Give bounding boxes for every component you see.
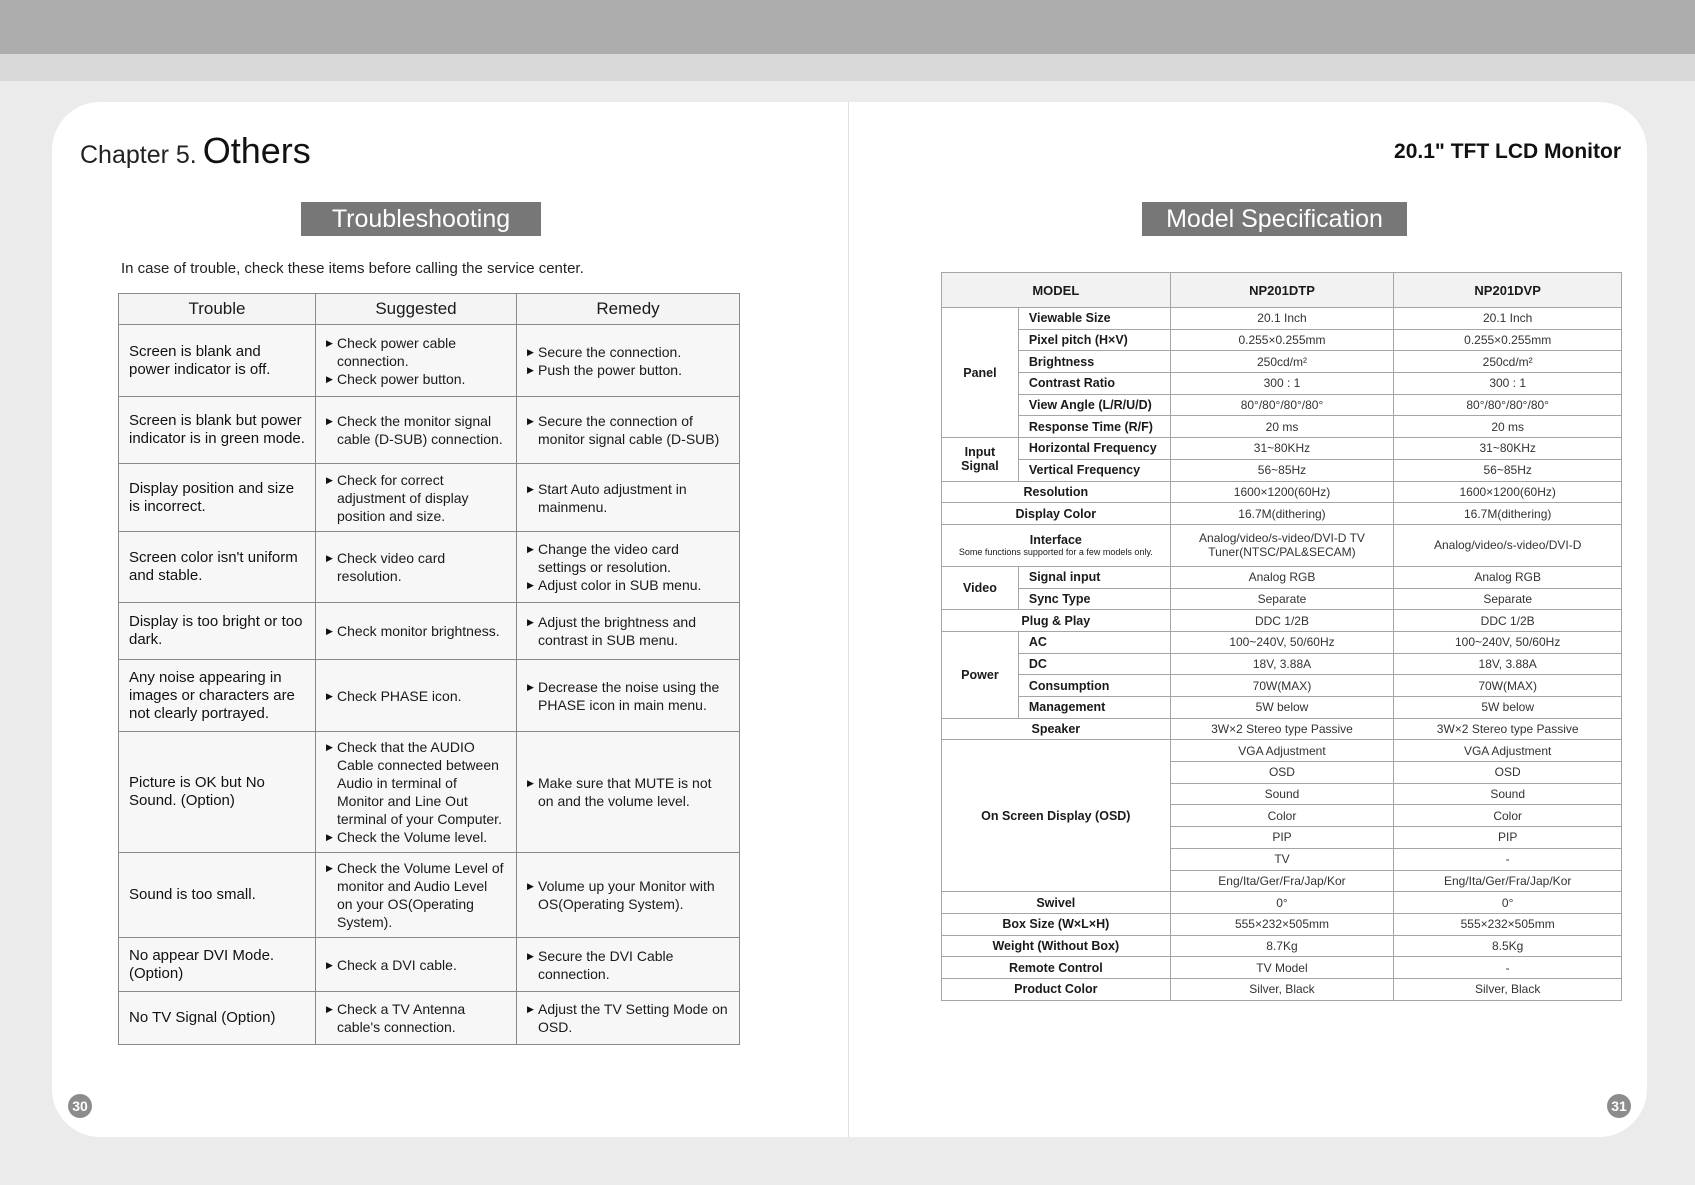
spec-value: 0° <box>1170 892 1394 914</box>
spec-value: 56~85Hz <box>1394 459 1622 481</box>
header-suggested: Suggested <box>316 294 517 325</box>
suggested-item: ▶ Check the Volume level. <box>326 828 506 846</box>
remedy-item: ▶ Adjust the brightness and contrast in SUB menu. <box>527 613 729 649</box>
spec-label: Box Size (W×L×H) <box>942 913 1171 935</box>
suggested-item: ▶ Check the Volume Level of monitor and Audio Level on your OS(Operating System). <box>326 859 506 931</box>
remedy-item: ▶ Start Auto adjustment in mainmenu. <box>527 480 729 516</box>
spec-value: 3W×2 Stereo type Passive <box>1170 718 1394 740</box>
spec-value: 8.7Kg <box>1170 935 1394 957</box>
suggested-item: ▶ Check a TV Antenna cable's connection. <box>326 1000 506 1036</box>
table-row <box>119 397 740 464</box>
remedy-cell <box>517 853 740 938</box>
spec-value: Analog RGB <box>1170 566 1394 588</box>
spec-value: 80°/80°/80°/80° <box>1170 394 1394 416</box>
spec-label: Signal input <box>1018 566 1170 588</box>
suggested-cell <box>316 992 517 1045</box>
spec-row <box>942 416 1622 438</box>
spec-value: 8.5Kg <box>1394 935 1622 957</box>
spec-value: Sound <box>1394 783 1622 805</box>
spec-label: View Angle (L/R/U/D) <box>1018 394 1170 416</box>
page-spine <box>848 102 849 1137</box>
chapter-title: Others <box>202 130 311 171</box>
suggested-item: ▶ Check power button. <box>326 370 506 388</box>
spec-value: OSD <box>1170 762 1394 784</box>
spec-value: 20 ms <box>1170 416 1394 438</box>
suggested-cell <box>316 732 517 853</box>
spec-value: 18V, 3.88A <box>1394 653 1622 675</box>
spec-value: 250cd/m² <box>1170 351 1394 373</box>
spec-value: 56~85Hz <box>1170 459 1394 481</box>
spec-value: 70W(MAX) <box>1394 675 1622 697</box>
suggested-item: ▶ Check that the AUDIO Cable connected between Audio in terminal of Monitor and Line Out terminal of your Computer. <box>326 738 506 828</box>
trouble-cell: Screen color isn't uniform and stable. <box>119 532 316 603</box>
spec-label: Remote Control <box>942 957 1171 979</box>
spec-value: Analog/video/s-video/DVI-D TV Tuner(NTSC/PAL&SECAM) <box>1170 524 1394 566</box>
spec-row <box>942 631 1622 653</box>
trouble-cell: Picture is OK but No Sound. (Option) <box>119 732 316 853</box>
spec-value: 1600×1200(60Hz) <box>1394 481 1622 503</box>
top-band-light <box>0 54 1695 81</box>
spec-value: 31~80KHz <box>1394 438 1622 460</box>
remedy-cell <box>517 464 740 532</box>
spec-value: 100~240V, 50/60Hz <box>1170 631 1394 653</box>
spec-value: 5W below <box>1170 697 1394 719</box>
remedy-item: ▶ Push the power button. <box>527 361 729 379</box>
table-row <box>119 325 740 397</box>
table-row <box>119 732 740 853</box>
spec-row <box>942 718 1622 740</box>
spec-row <box>942 588 1622 610</box>
spec-row <box>942 935 1622 957</box>
table-header-row <box>119 294 740 325</box>
table-row <box>119 853 740 938</box>
remedy-cell <box>517 732 740 853</box>
spec-value: 300 : 1 <box>1170 373 1394 395</box>
suggested-cell <box>316 464 517 532</box>
spec-label: Consumption <box>1018 675 1170 697</box>
spec-label: Horizontal Frequency <box>1018 438 1170 460</box>
spec-value: TV Model <box>1170 957 1394 979</box>
spec-value: 20.1 Inch <box>1170 308 1394 330</box>
remedy-item: ▶ Secure the DVI Cable connection. <box>527 947 729 983</box>
spec-row <box>942 653 1622 675</box>
troubleshooting-table <box>118 293 740 1045</box>
table-row <box>119 603 740 660</box>
spec-value: 100~240V, 50/60Hz <box>1394 631 1622 653</box>
remedy-item: ▶ Adjust the TV Setting Mode on OSD. <box>527 1000 729 1036</box>
spec-value: 0.255×0.255mm <box>1170 329 1394 351</box>
spec-value: Sound <box>1170 783 1394 805</box>
spec-row <box>942 394 1622 416</box>
spec-title: Model Specification <box>1142 202 1407 236</box>
spec-value: 0° <box>1394 892 1622 914</box>
table-row <box>119 992 740 1045</box>
suggested-cell <box>316 325 517 397</box>
spec-value: 80°/80°/80°/80° <box>1394 394 1622 416</box>
suggested-item: ▶ Check power cable connection. <box>326 334 506 370</box>
spec-label: Resolution <box>942 481 1171 503</box>
suggested-item: ▶ Check monitor brightness. <box>326 622 506 640</box>
spec-row <box>942 978 1622 1000</box>
spec-value: VGA Adjustment <box>1170 740 1394 762</box>
spec-value: PIP <box>1394 827 1622 849</box>
spec-label: Vertical Frequency <box>1018 459 1170 481</box>
suggested-cell <box>316 397 517 464</box>
chapter-prefix: Chapter 5. <box>80 141 197 169</box>
spec-value: DDC 1/2B <box>1170 610 1394 632</box>
spec-label: Contrast Ratio <box>1018 373 1170 395</box>
top-band <box>0 0 1695 54</box>
spec-row <box>942 524 1622 566</box>
page-number-right: 31 <box>1607 1094 1631 1118</box>
suggested-item: ▶ Check the monitor signal cable (D-SUB) connection. <box>326 412 506 448</box>
remedy-cell <box>517 938 740 992</box>
spec-value: 250cd/m² <box>1394 351 1622 373</box>
spec-label: Plug & Play <box>942 610 1171 632</box>
spec-value: Analog RGB <box>1394 566 1622 588</box>
spec-category-osd: On Screen Display (OSD) <box>942 740 1171 892</box>
remedy-cell <box>517 325 740 397</box>
trouble-cell: Display position and size is incorrect. <box>119 464 316 532</box>
spec-row <box>942 697 1622 719</box>
trouble-cell: Display is too bright or too dark. <box>119 603 316 660</box>
suggested-item: ▶ Check for correct adjustment of display position and size. <box>326 471 506 525</box>
spec-row <box>942 351 1622 373</box>
spec-row <box>942 957 1622 979</box>
spec-label: Swivel <box>942 892 1171 914</box>
spec-value: 0.255×0.255mm <box>1394 329 1622 351</box>
spec-header-model: MODEL <box>942 273 1171 308</box>
spec-value: - <box>1394 848 1622 870</box>
spec-value: Eng/Ita/Ger/Fra/Jap/Kor <box>1394 870 1622 892</box>
spec-value: 5W below <box>1394 697 1622 719</box>
spec-value: 20 ms <box>1394 416 1622 438</box>
spec-label: Viewable Size <box>1018 308 1170 330</box>
spec-value: Separate <box>1394 588 1622 610</box>
remedy-cell <box>517 992 740 1045</box>
spec-value: 20.1 Inch <box>1394 308 1622 330</box>
spec-header-model-1: NP201DTP <box>1170 273 1394 308</box>
troubleshooting-intro: In case of trouble, check these items before calling the service center. <box>121 260 584 277</box>
spec-row <box>942 913 1622 935</box>
table-row <box>119 660 740 732</box>
spec-value: Color <box>1170 805 1394 827</box>
spec-label: AC <box>1018 631 1170 653</box>
spec-label: Management <box>1018 697 1170 719</box>
table-row <box>119 464 740 532</box>
spec-value: 300 : 1 <box>1394 373 1622 395</box>
spec-value: Separate <box>1170 588 1394 610</box>
remedy-item: ▶ Change the video card settings or resolution. <box>527 540 729 576</box>
spec-header-model-2: NP201DVP <box>1394 273 1622 308</box>
trouble-cell: No appear DVI Mode. (Option) <box>119 938 316 992</box>
remedy-item: ▶ Make sure that MUTE is not on and the volume level. <box>527 774 729 810</box>
spec-row <box>942 438 1622 460</box>
spec-category-video: Video <box>942 566 1019 609</box>
remedy-cell <box>517 532 740 603</box>
spec-category-power: Power <box>942 631 1019 718</box>
spec-value: DDC 1/2B <box>1394 610 1622 632</box>
spec-label: Interface <box>1029 533 1082 548</box>
spec-value: VGA Adjustment <box>1394 740 1622 762</box>
spec-label: Product Color <box>942 978 1171 1000</box>
spec-row <box>942 503 1622 525</box>
remedy-item: ▶ Adjust color in SUB menu. <box>527 576 729 594</box>
remedy-cell <box>517 660 740 732</box>
spec-label: Pixel pitch (H×V) <box>1018 329 1170 351</box>
trouble-cell: No TV Signal (Option) <box>119 992 316 1045</box>
suggested-item: ▶ Check a DVI cable. <box>326 956 506 974</box>
spec-value: 16.7M(dithering) <box>1394 503 1622 525</box>
spec-label: Speaker <box>942 718 1171 740</box>
spec-value: TV <box>1170 848 1394 870</box>
trouble-cell: Any noise appearing in images or characters are not clearly portrayed. <box>119 660 316 732</box>
spec-value: 16.7M(dithering) <box>1170 503 1394 525</box>
suggested-cell <box>316 603 517 660</box>
header-trouble: Trouble <box>119 294 316 325</box>
spec-row <box>942 308 1622 330</box>
spec-row <box>942 675 1622 697</box>
remedy-cell <box>517 603 740 660</box>
spec-category-input: Input Signal <box>942 438 1019 481</box>
spec-row <box>942 481 1622 503</box>
suggested-cell <box>316 938 517 992</box>
spec-row <box>942 373 1622 395</box>
remedy-item: ▶ Volume up your Monitor with OS(Operating System). <box>527 877 729 913</box>
trouble-cell: Screen is blank and power indicator is off. <box>119 325 316 397</box>
interface-note: Some functions supported for a few models only. <box>958 547 1153 558</box>
suggested-cell <box>316 532 517 603</box>
spec-label: Sync Type <box>1018 588 1170 610</box>
suggested-cell <box>316 660 517 732</box>
spec-label: Weight (Without Box) <box>942 935 1171 957</box>
spec-label: Display Color <box>942 503 1171 525</box>
model-name: 20.1" TFT LCD Monitor <box>1394 140 1621 163</box>
spec-row <box>942 329 1622 351</box>
spec-value: 1600×1200(60Hz) <box>1170 481 1394 503</box>
spec-value: Color <box>1394 805 1622 827</box>
spec-value: Silver, Black <box>1394 978 1622 1000</box>
page-number-left: 30 <box>68 1094 92 1118</box>
trouble-cell: Sound is too small. <box>119 853 316 938</box>
spec-value: Silver, Black <box>1170 978 1394 1000</box>
spec-row <box>942 566 1622 588</box>
troubleshooting-title: Troubleshooting <box>301 202 541 236</box>
spec-value: 18V, 3.88A <box>1170 653 1394 675</box>
remedy-item: ▶ Secure the connection of monitor signal cable (D-SUB) <box>527 412 729 448</box>
remedy-item: ▶ Secure the connection. <box>527 343 729 361</box>
suggested-cell <box>316 853 517 938</box>
remedy-item: ▶ Decrease the noise using the PHASE icon in main menu. <box>527 678 729 714</box>
spec-label: Response Time (R/F) <box>1018 416 1170 438</box>
spec-category-panel: Panel <box>942 308 1019 438</box>
spec-table <box>941 272 1622 1001</box>
spec-label-interface <box>942 524 1171 566</box>
spec-value: Eng/Ita/Ger/Fra/Jap/Kor <box>1170 870 1394 892</box>
spec-value: Analog/video/s-video/DVI-D <box>1394 524 1622 566</box>
spec-value: 555×232×505mm <box>1394 913 1622 935</box>
spec-row <box>942 610 1622 632</box>
spec-label: Brightness <box>1018 351 1170 373</box>
chapter-heading <box>80 130 311 172</box>
trouble-cell: Screen is blank but power indicator is in green mode. <box>119 397 316 464</box>
spec-value: 70W(MAX) <box>1170 675 1394 697</box>
remedy-cell <box>517 397 740 464</box>
spec-value: 555×232×505mm <box>1170 913 1394 935</box>
spec-value: 3W×2 Stereo type Passive <box>1394 718 1622 740</box>
suggested-item: ▶ Check PHASE icon. <box>326 687 506 705</box>
spec-row <box>942 459 1622 481</box>
header-remedy: Remedy <box>517 294 740 325</box>
table-row <box>119 532 740 603</box>
spec-value: 31~80KHz <box>1170 438 1394 460</box>
spec-value: PIP <box>1170 827 1394 849</box>
spec-header-row <box>942 273 1622 308</box>
spec-label: DC <box>1018 653 1170 675</box>
spec-value: OSD <box>1394 762 1622 784</box>
spec-row <box>942 892 1622 914</box>
spec-row <box>942 740 1622 762</box>
table-row <box>119 938 740 992</box>
spec-value: - <box>1394 957 1622 979</box>
suggested-item: ▶ Check video card resolution. <box>326 549 506 585</box>
